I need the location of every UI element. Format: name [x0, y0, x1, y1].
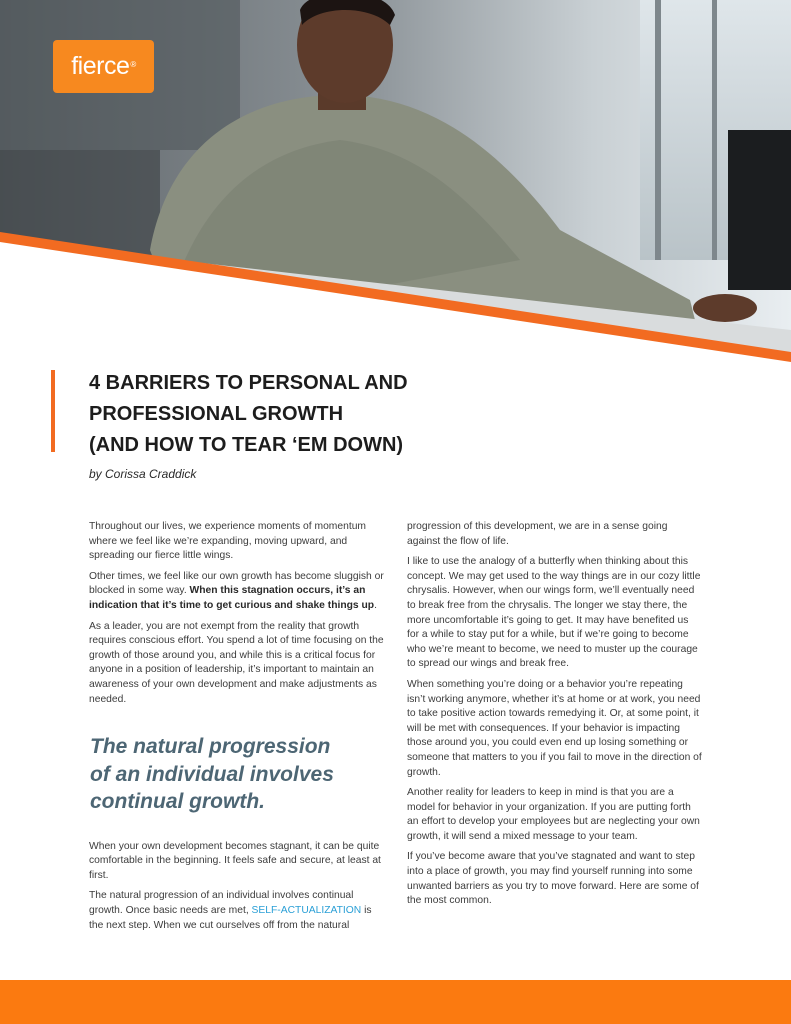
registered-mark: ® — [130, 60, 136, 69]
paragraph: progression of this development, we are in a sense going against the flow of life. — [407, 521, 668, 547]
pull-quote-line: continual growth. — [90, 790, 265, 814]
paragraph: As a leader, you are not exempt from the reality that growth requires conscious effort. You spend a lot of time focusing on the growth of those around you, and while this is a critical focus for anyone in a position of leadership, it’s important to maintain an awareness of your own development and make adjustments as needed. — [89, 620, 384, 705]
title-accent-bar — [51, 370, 55, 452]
paragraph-text: The natural progression of an individual involves continual growth. Once basic needs are met, — [89, 890, 354, 916]
fierce-logo — [53, 40, 154, 93]
paragraph: Throughout our lives, we experience moments of momentum where we feel like we’re expanding, moving upward, and spreading our fierce little wings. — [89, 521, 367, 562]
pull-quote — [90, 733, 385, 816]
paragraph — [89, 570, 385, 614]
paragraph: If you’ve become aware that you’ve stagnated and want to step into a place of growth, you may find yourself running into some unwanted barriers as you try to move forward. Here are some of the most common. — [407, 851, 699, 907]
byline: by Corissa Craddick — [89, 467, 197, 481]
right-column — [407, 520, 703, 915]
title-line-3: (AND HOW TO TEAR ‘EM DOWN) — [89, 434, 404, 456]
paragraph: When your own development becomes stagnant, it can be quite comfortable in the beginning. It feels safe and secure, at least at first. — [89, 840, 381, 881]
pull-quote-line: of an individual involves — [90, 762, 334, 786]
left-column — [89, 520, 385, 939]
footer-bar — [0, 980, 791, 1024]
title-line-2: PROFESSIONAL GROWTH — [89, 403, 344, 425]
paragraph-end: is the next step. When we cut ourselves off from the natural — [89, 905, 372, 931]
paragraph-end: . — [374, 599, 377, 611]
paragraph-text: Other times, we feel like our own growth has become sluggish or blocked in some way. — [89, 570, 384, 597]
paragraph: I like to use the analogy of a butterfly when thinking about this concept. We may get used to the way things are in our cozy little chrysalis. However, when our wings form, we’ll eventually need to break free from the chrysalis. The longer we stay there, the more uncomfortable it’s going to get. It may have benefited us for a while to stay put for a while, but if we’re going to become who we’re meant to become, we need to muster up the courage to spread our wings and break free. — [407, 556, 701, 670]
paragraph-emphasis: When this stagnation occurs, it’s an indication that it’s time to get curious and shake things up — [89, 585, 375, 611]
paragraph: Another reality for leaders to keep in mind is that you are a model for behavior in your organization. If you are putting forth an effort to develop your employees but are neglecting your own growth, it will send a mixed message to your team. — [407, 787, 700, 842]
pull-quote-line: The natural progression — [90, 735, 331, 759]
logo-text: fierce — [71, 52, 130, 80]
article-title — [89, 368, 709, 461]
paragraph — [89, 889, 385, 933]
paragraph: When something you’re doing or a behavior you’re repeating isn’t working anymore, whether it’s at home or at work, you need to take positive action towards remedying it. Or, at some point, it will be met with consequences. If your behavior is impacting those around you, you could even end up losing something or someone that matters to you if you fail to move in the direction of growth. — [407, 678, 702, 778]
title-line-1: 4 BARRIERS TO PERSONAL AND — [89, 372, 408, 394]
self-actualization-link[interactable]: SELF-ACTUALIZATION — [251, 905, 362, 916]
